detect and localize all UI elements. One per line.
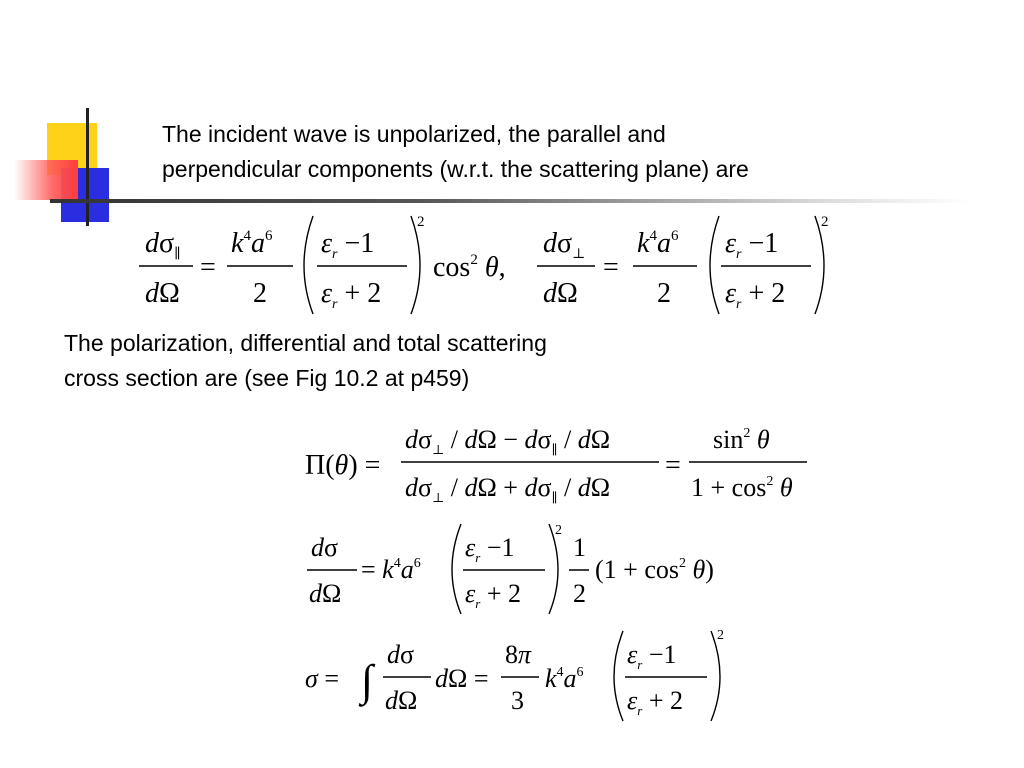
equation-1-2-svg — [135, 210, 835, 320]
equation-3-svg — [305, 418, 815, 508]
svg-text:εr + 2: $\varepsilon_r + 2$ — [627, 686, 683, 718]
svg-text:8π: 8π — [505, 640, 532, 669]
svg-text:dΩ: dΩ — [145, 278, 180, 309]
svg-text:dσ⊥ / dΩ − dσ∥ / dΩ: $d\sigma_\perp / d\Omega - d\sigma_\parallel / d\Omega$ — [405, 425, 611, 457]
equation-total — [305, 625, 735, 725]
svg-text:2: 2 — [717, 628, 724, 643]
svg-text:3: 3 — [511, 686, 524, 715]
svg-text:1: 1 — [573, 533, 586, 562]
svg-text:2: 2 — [417, 214, 425, 230]
svg-text:k4a6: $k^4a^6$ — [637, 228, 679, 259]
equation-5-svg — [305, 625, 735, 725]
svg-text:dΩ: dΩ — [543, 278, 578, 309]
equation-parallel-perp — [135, 210, 835, 320]
eq3-equals: = — [665, 450, 681, 481]
eq5-domega: dΩ = — [435, 664, 489, 693]
eq4-half-fraction — [569, 533, 589, 608]
eq4-equals-coef: = $k^4a^6$ — [361, 555, 421, 584]
svg-text:sin2 θ: $\sin^2 \theta$ — [713, 425, 770, 454]
eq4-paren-fraction — [452, 523, 562, 614]
eq5-integrand-fraction — [383, 640, 431, 715]
eq1-coef-fraction — [227, 228, 293, 309]
svg-text:εr + 2: $\varepsilon_r + 2$ — [725, 278, 786, 312]
equation-4-svg — [305, 518, 735, 618]
eq2-coef-fraction — [633, 228, 697, 309]
eq5-lhs: σ = — [305, 664, 339, 693]
svg-text:εr −1: $\varepsilon_r -1$ — [321, 228, 375, 262]
eq3-lhs: Π(θ) = — [305, 450, 381, 481]
svg-text:1 + cos2 θ: $1 + \cos^2 \theta$ — [691, 473, 793, 502]
svg-text:2: 2 — [555, 523, 562, 538]
equation-differential — [305, 518, 735, 618]
eq3-rhs-fraction — [689, 425, 807, 502]
eq1-lhs-fraction — [139, 228, 193, 309]
svg-text:2: 2 — [253, 278, 267, 309]
eq3-main-fraction — [401, 425, 659, 505]
svg-text:dσ⊥ / dΩ + dσ∥ / dΩ: $d\sigma_\perp / d\Omega + d\sigma_\parallel / d\Omega$ — [405, 473, 611, 505]
svg-text:k4a6: $k^4a^6$ — [231, 228, 273, 259]
eq4-trailing: $(1 + \cos^2 \theta)$ — [595, 555, 714, 584]
svg-text:dσ∥: $d\sigma_\parallel$ — [145, 228, 181, 262]
eq4-lhs-fraction — [307, 533, 357, 608]
svg-text:2: 2 — [573, 579, 586, 608]
eq5-coef: $k^4a^6$ — [545, 664, 584, 693]
svg-text:εr + 2: $\varepsilon_r + 2$ — [465, 579, 521, 611]
eq5-paren-fraction — [614, 628, 724, 721]
cross-section-line-1: The polarization, differential and total scattering — [64, 330, 547, 356]
eq1-paren-fraction — [304, 214, 425, 314]
svg-text:dΩ: dΩ — [309, 579, 342, 608]
svg-text:εr −1: $\varepsilon_r -1$ — [465, 533, 515, 565]
deco-red-gradient-bar — [14, 160, 78, 200]
svg-text:2: 2 — [821, 214, 829, 230]
intro-line-1: The incident wave is unpolarized, the parallel and — [162, 121, 666, 147]
eq5-8pi-fraction — [501, 640, 539, 715]
cross-section-paragraph — [64, 326, 764, 396]
deco-vertical-line — [86, 108, 89, 226]
integral-sign-icon: ∫ — [361, 656, 374, 705]
intro-paragraph — [162, 117, 942, 187]
svg-text:εr + 2: $\varepsilon_r + 2$ — [321, 278, 382, 312]
svg-text:dσ: dσ — [311, 533, 339, 562]
deco-horizontal-rule — [50, 199, 970, 203]
intro-line-2: perpendicular components (w.r.t. the scattering plane) are — [162, 156, 749, 182]
svg-text:dΩ: dΩ — [385, 686, 418, 715]
eq1-equals: = — [200, 252, 216, 283]
svg-text:dσ⊥: $d\sigma_\perp$ — [543, 228, 586, 262]
eq2-equals: = — [603, 252, 619, 283]
svg-text:εr −1: $\varepsilon_r -1$ — [725, 228, 779, 262]
svg-text:2: 2 — [657, 278, 671, 309]
eq1-cos-term: $\cos^2 \theta$, — [433, 252, 506, 283]
cross-section-line-2: cross section are (see Fig 10.2 at p459) — [64, 365, 470, 391]
eq2-lhs-fraction — [537, 228, 595, 309]
svg-text:εr −1: $\varepsilon_r -1$ — [627, 640, 677, 672]
eq2-paren-fraction — [710, 214, 829, 314]
svg-text:dσ: dσ — [387, 640, 415, 669]
equation-polarization — [305, 418, 815, 508]
